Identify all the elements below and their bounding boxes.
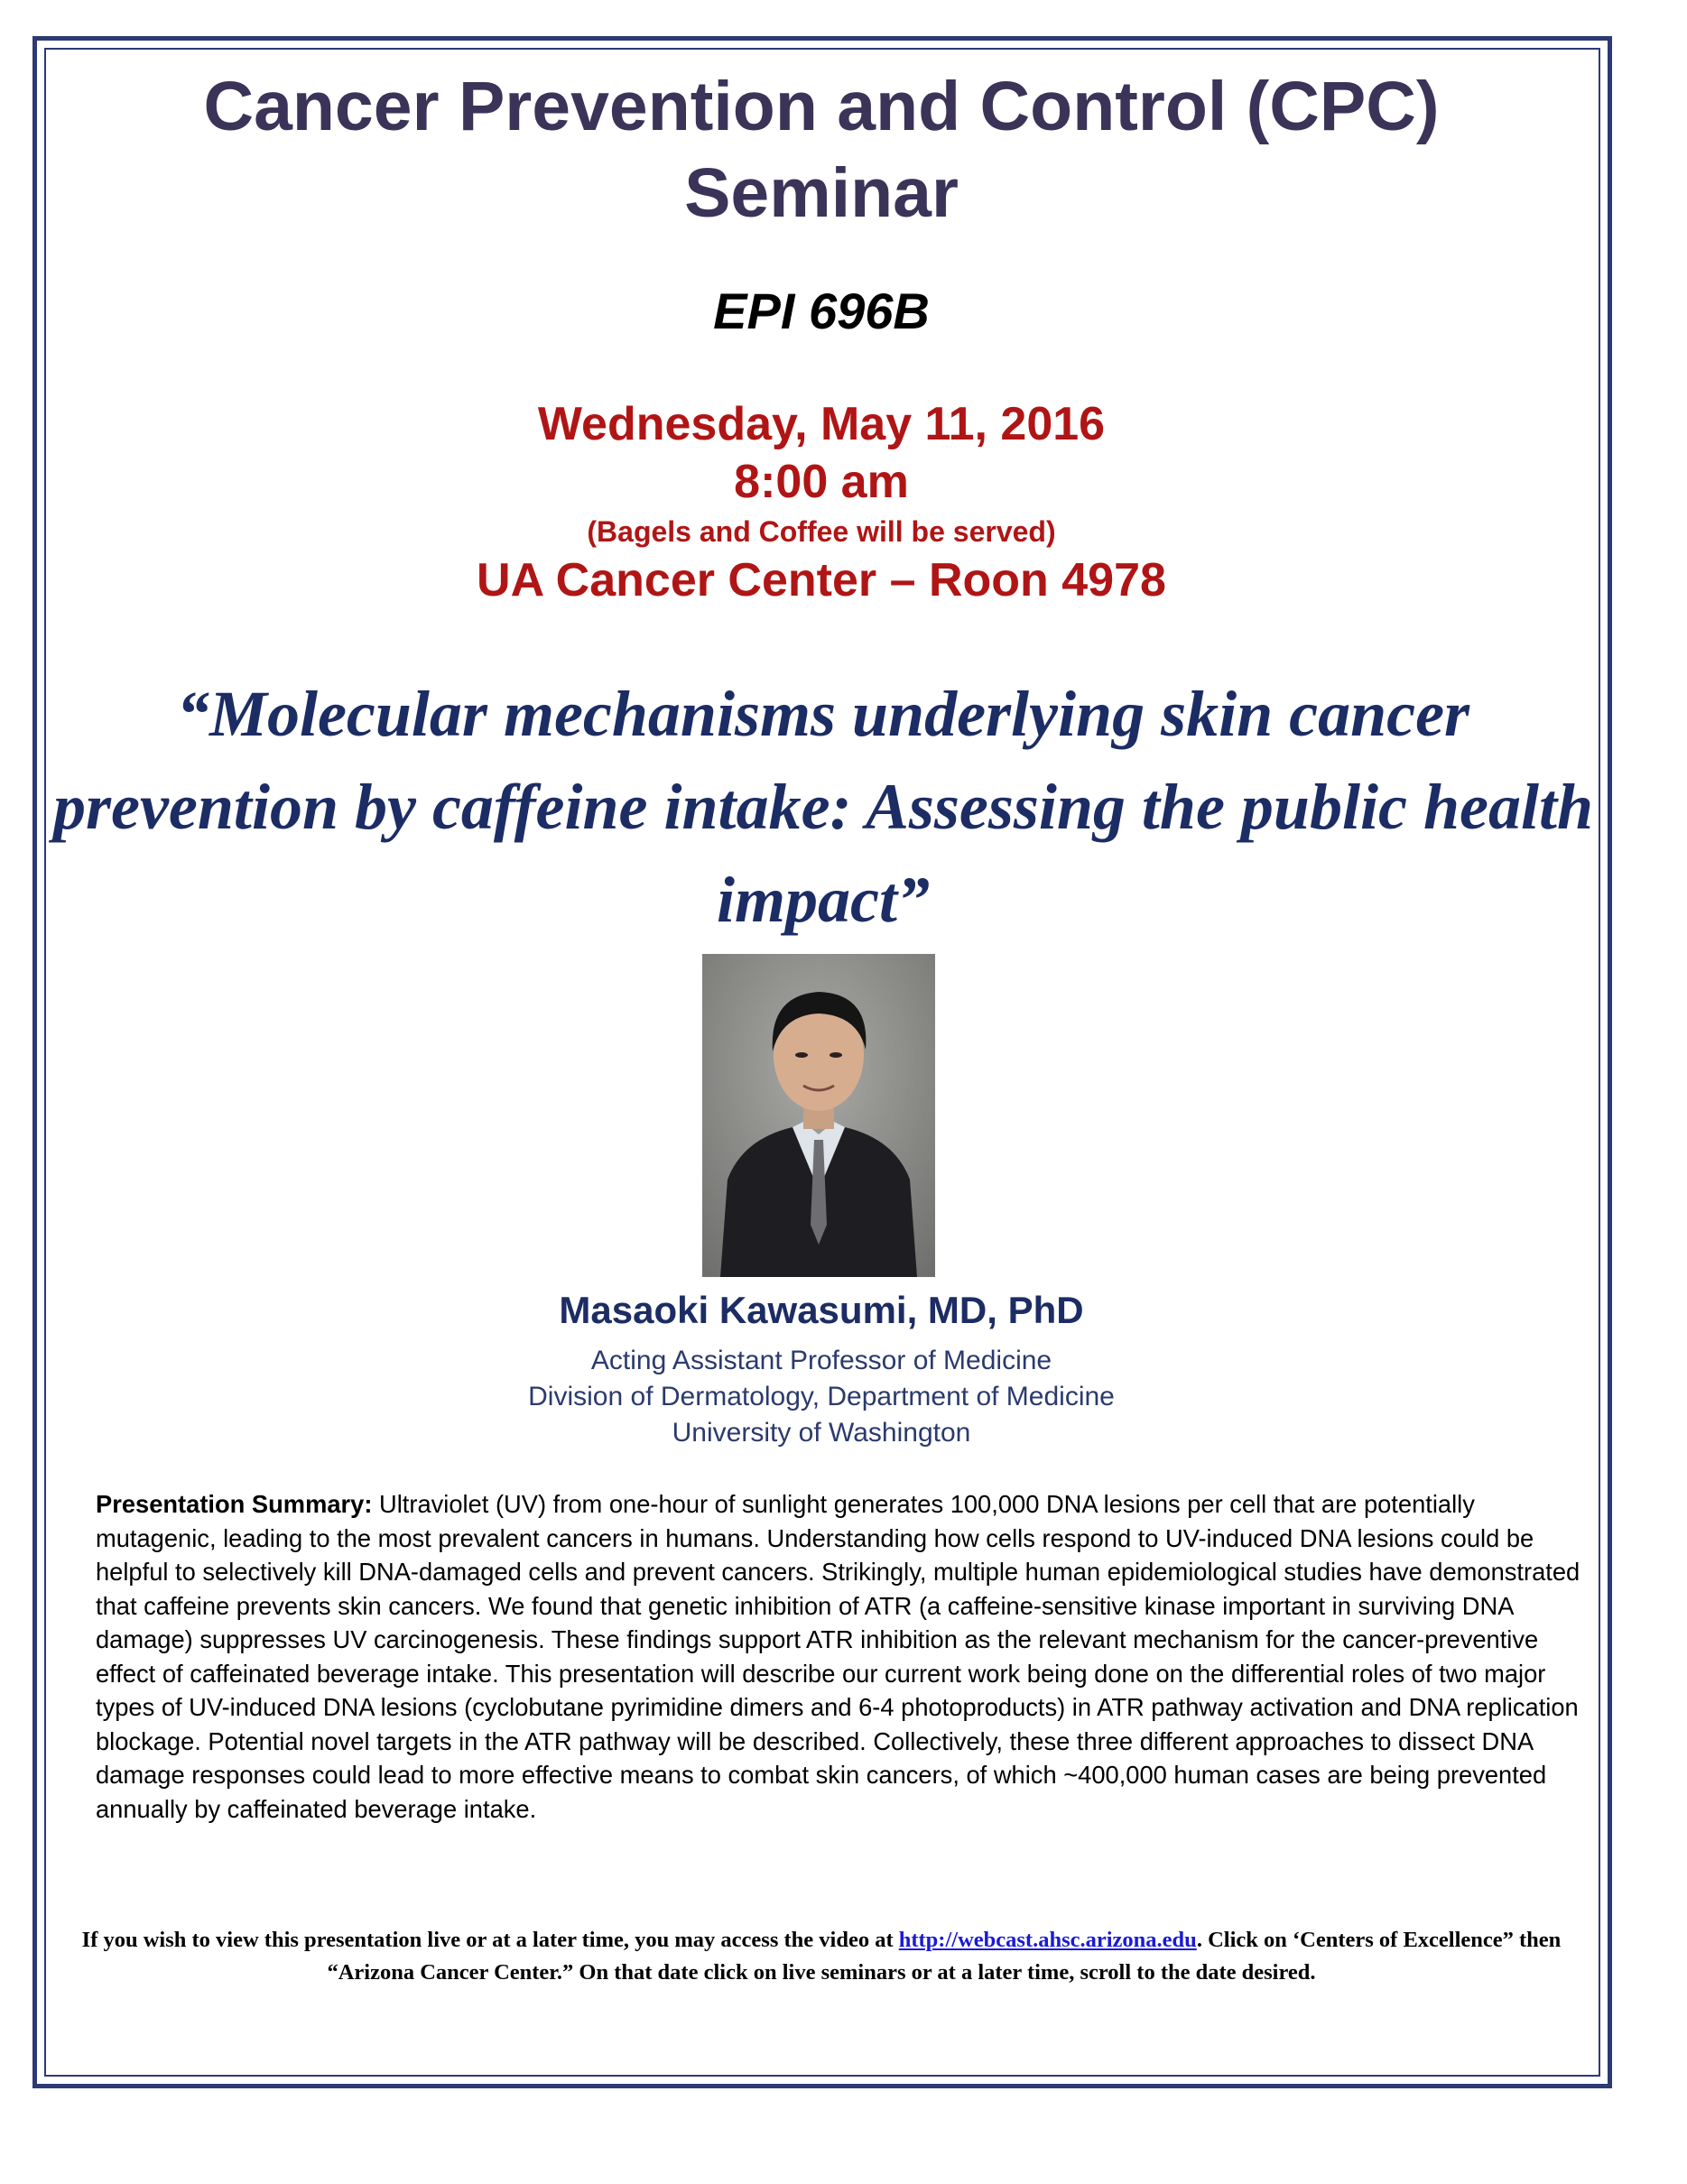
event-time: 8:00 am [734, 456, 909, 508]
speaker-position: Acting Assistant Professor of Medicine [590, 1346, 1052, 1375]
webcast-note-intro: If you wish to view this presentation live or at a later time, you may access the video at [81, 1928, 894, 1952]
summary-label: Presentation Summary: [96, 1490, 373, 1518]
speaker-name: Masaoki Kawasumi, MD, PhD [559, 1289, 1084, 1331]
speaker-division: Division of Dermatology, Department of Medicine [528, 1382, 1115, 1411]
course-code: EPI 696B [713, 282, 930, 339]
webcast-note-instructions: . Click on ‘Centers of Excellence” then “Arizona Cancer Center.” On that date click on live seminars or at a later time, scroll to the date desired. [327, 1928, 1562, 1985]
webcast-link[interactable]: http://webcast.ahsc.arizona.edu [898, 1928, 1197, 1952]
webcast-note [54, 1924, 1589, 1989]
speaker-institution: University of Washington [672, 1418, 971, 1448]
event-location: UA Cancer Center – Roon 4978 [477, 554, 1166, 606]
seminar-title-line1: Cancer Prevention and Control (CPC) [203, 68, 1440, 145]
seminar-title [54, 63, 1589, 236]
presentation-summary [96, 1487, 1594, 1826]
event-date: Wednesday, May 11, 2016 [537, 398, 1106, 450]
talk-title: “Molecular mechanisms underlying skin cancer prevention by caffeine intake: Assessing the public health impact” [53, 678, 1593, 936]
refreshments-note: (Bagels and Coffee will be served) [587, 515, 1056, 548]
speaker-photo [702, 954, 935, 1277]
seminar-title-line2: Seminar [684, 154, 959, 232]
summary-text: Ultraviolet (UV) from one-hour of sunlight generates 100,000 DNA lesions per cell that are potentially mutagenic, leading to the most prevalent cancers in humans. Understanding how cells respond to UV-induced DNA lesions could be helpful to selectively kill DNA-damaged cells and prevent cancers. Strikingly, multiple human epidemiological studies have demonstrated that caffeine prevents skin cancers. We found that genetic inhibition of ATR (a caffeine-sensitive kinase important in surviving DNA damage) suppresses UV carcinogenesis. These findings support ATR inhibition as the relevant mechanism for the cancer-preventive effect of caffeinated beverage intake. This presentation will describe our current work being done on the differential roles of two major types of UV-induced DNA lesions (cyclobutane pyrimidine dimers and 6-4 photoproducts) in ATR pathway activation and DNA replication blockage. Potential novel targets in the ATR pathway will be described. Collectively, these three different approaches to dissect DNA damage responses could lead to more effective means to combat skin cancers, of which ~400,000 human cases are being prevented annually by caffeinated beverage intake. [96, 1490, 1580, 1823]
